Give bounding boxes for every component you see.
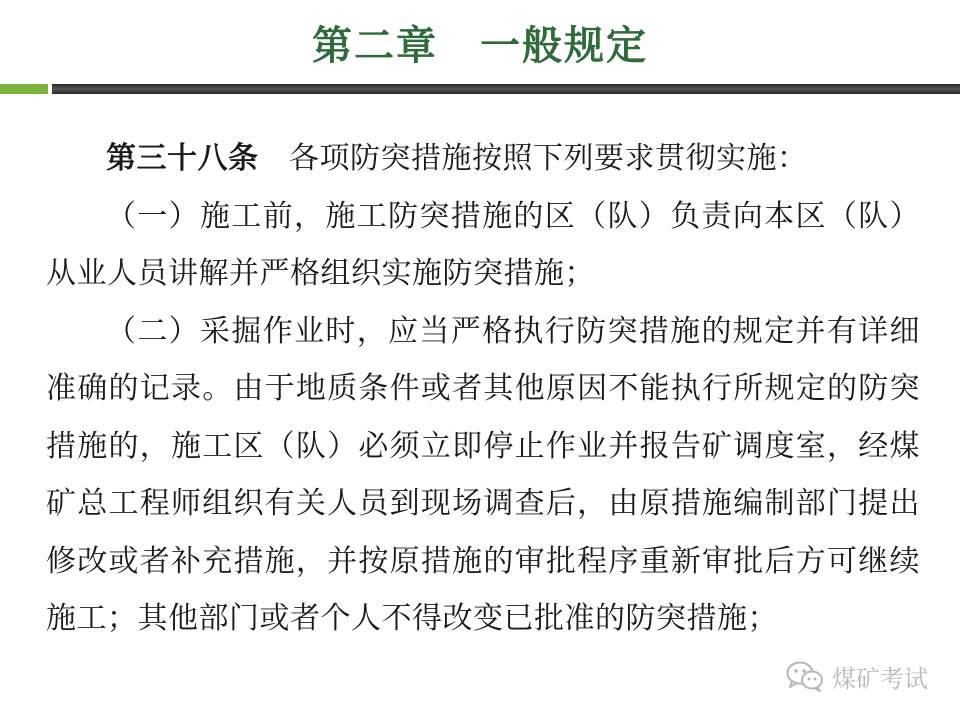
article-intro: 各项防突措施按照下列要求贯彻实施： (258, 141, 808, 176)
article-item-1: （一）施工前，施工防突措施的区（队）负责向本区（队）从业人员讲解并严格组织实施防突措施； (46, 198, 920, 291)
source-watermark (786, 658, 928, 694)
divider-accent-green (0, 84, 48, 94)
divider-bar-dark (52, 84, 960, 94)
watermark-text: 煤矿考试 (832, 664, 928, 693)
article-heading-paragraph (46, 130, 920, 188)
title-divider (0, 84, 960, 94)
article-number: 第三十八条 (106, 141, 259, 176)
page-title: 第二章 一般规定 (312, 22, 648, 69)
article-item-2: （二）采掘作业时，应当严格执行防突措施的规定并有详细准确的记录。由于地质条件或者其他原因不能执行所规定的防突措施的，施工区（队）必须立即停止作业并报告矿调度室，经煤矿总工程师组织有关人员到现场调查后，由原措施编制部门提出修改或者补充措施，并按原措施的审批程序重新审批后方可继续施工；其他部门或者个人不得改变已批准的防突措施； (46, 313, 920, 636)
wechat-icon (786, 660, 824, 692)
article-body (46, 130, 920, 648)
